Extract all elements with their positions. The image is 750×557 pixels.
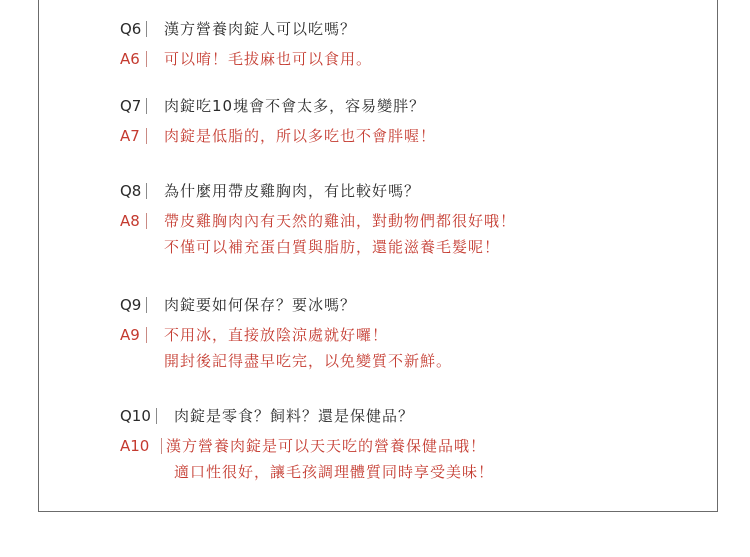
answer-line: 不僅可以補充蛋白質與脂肪，還能滋養毛髮呢！	[164, 238, 501, 256]
question-text: 肉錠要如何保存？要冰嗎？	[164, 296, 357, 314]
separator	[146, 213, 147, 229]
separator	[146, 98, 147, 114]
answer-line: 肉錠是低脂的，所以多吃也不會胖喔！	[164, 127, 437, 145]
answer-row	[120, 208, 700, 260]
answer-code: A10	[120, 437, 150, 455]
separator	[146, 51, 147, 67]
answer-code: A6	[120, 50, 140, 68]
question-row	[120, 403, 700, 429]
answer-line: 開封後記得盡早吃完，以免變質不新鮮。	[164, 352, 453, 370]
question-text: 為什麼用帶皮雞胸肉，有比較好嗎？	[164, 182, 421, 200]
answer-line: 帶皮雞胸肉內有天然的雞油，對動物們都很好哦！	[164, 212, 517, 230]
question-row	[120, 16, 700, 42]
separator	[146, 327, 147, 343]
faq-item-q10	[120, 403, 700, 485]
question-text: 肉錠是零食？飼料？還是保健品？	[174, 407, 415, 425]
question-text: 肉錠吃10塊會不會太多，容易變胖？	[164, 97, 426, 115]
answer-row	[120, 123, 700, 149]
separator	[146, 297, 147, 313]
separator	[161, 438, 162, 454]
faq-item-q6	[120, 16, 700, 72]
faq-item-q8	[120, 178, 700, 260]
answer-code: A8	[120, 212, 140, 230]
answer-line: 不用冰，直接放陰涼處就好囉！	[164, 326, 389, 344]
answer-code: A9	[120, 326, 140, 344]
answer-line: 漢方營養肉錠是可以天天吃的營養保健品哦！	[166, 437, 487, 455]
question-row	[120, 292, 700, 318]
faq-item-q7	[120, 93, 700, 149]
faq-item-q9	[120, 292, 700, 374]
answer-row	[120, 46, 700, 72]
question-row	[120, 93, 700, 119]
question-code: Q10	[120, 407, 151, 425]
question-code: Q8	[120, 182, 142, 200]
answer-line: 適口性很好，讓毛孩調理體質同時享受美味！	[174, 463, 495, 481]
question-row	[120, 178, 700, 204]
question-code: Q9	[120, 296, 142, 314]
question-code: Q6	[120, 20, 142, 38]
separator	[146, 21, 147, 37]
separator	[146, 128, 147, 144]
question-code: Q7	[120, 97, 142, 115]
answer-row	[120, 433, 700, 485]
separator	[146, 183, 147, 199]
answer-line: 可以唷！毛拔麻也可以食用。	[164, 50, 373, 68]
answer-row	[120, 322, 700, 374]
question-text: 漢方營養肉錠人可以吃嗎？	[164, 20, 357, 38]
answer-code: A7	[120, 127, 140, 145]
separator	[156, 408, 157, 424]
